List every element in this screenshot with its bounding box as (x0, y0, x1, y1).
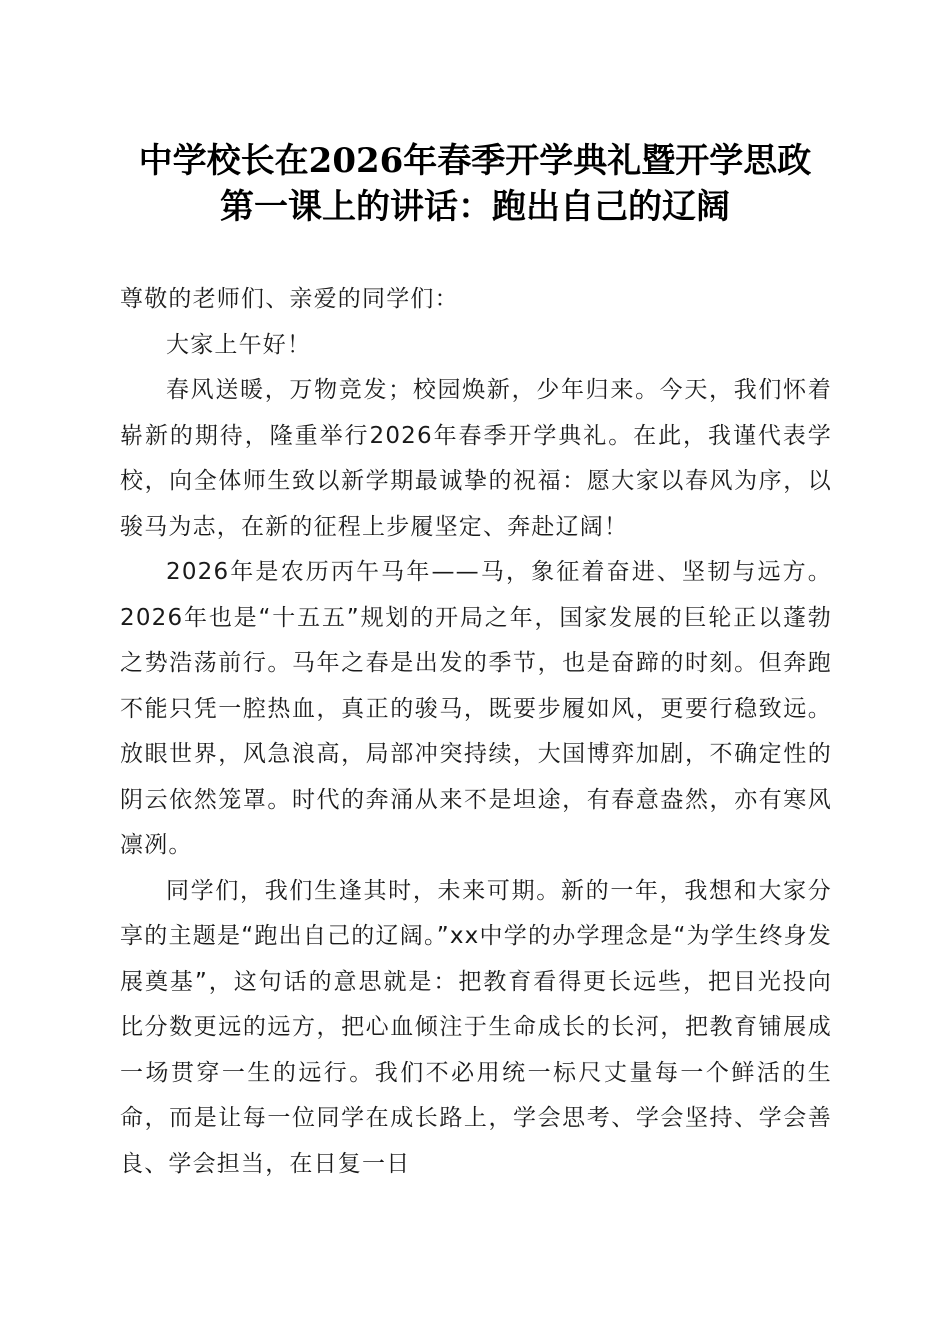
paragraph-theme: 同学们，我们生逢其时，未来可期。新的一年，我想和大家分享的主题是“跑出自己的辽阔。”xx中学的办学理念是“为学生终身发展奠基”，这句话的意思就是：把教育看得更长远些，把目光投向比分数更远的远方，把心血倾注于生命成长的长河，把教育铺展成一场贯穿一生的远行。我们不必用统一标尺丈量每一个鲜活的生命，而是让每一位同学在成长路上，学会思考、学会坚持、学会善良、学会担当，在日复一日 (120, 877, 832, 1177)
document-title-line-1: 中学校长在2026年春季开学典礼暨开学思政 (138, 141, 812, 181)
paragraph-opening: 春风送暖，万物竞发；校园焕新，少年归来。今天，我们怀着崭新的期待，隆重举行2026年春季开学典礼。在此，我谨代表学校，向全体师生致以新学期最诚挚的祝福：愿大家以春风为序，以骏马为志，在新的征程上步履坚定、奔赴辽阔！ (120, 377, 832, 540)
document-body (120, 277, 832, 1187)
salutation: 尊敬的老师们、亲爱的同学们： (120, 286, 459, 312)
paragraph-horse-year: 2026年是农历丙午马年——马，象征着奋进、坚韧与远方。2026年也是“十五五”规划的开局之年，国家发展的巨轮正以蓬勃之势浩荡前行。马年之春是出发的季节，也是奋蹄的时刻。但奔跑不能只凭一腔热血，真正的骏马，既要步履如风，更要行稳致远。放眼世界，风急浪高，局部冲突持续，大国博弈加剧，不确定性的阴云依然笼罩。时代的奔涌从来不是坦途，有春意盎然，亦有寒风凛冽。 (120, 559, 832, 858)
document-title-line-2: 第一课上的讲话：跑出自己的辽阔 (220, 187, 730, 227)
paragraph-greeting: 大家上午好！ (166, 331, 312, 358)
